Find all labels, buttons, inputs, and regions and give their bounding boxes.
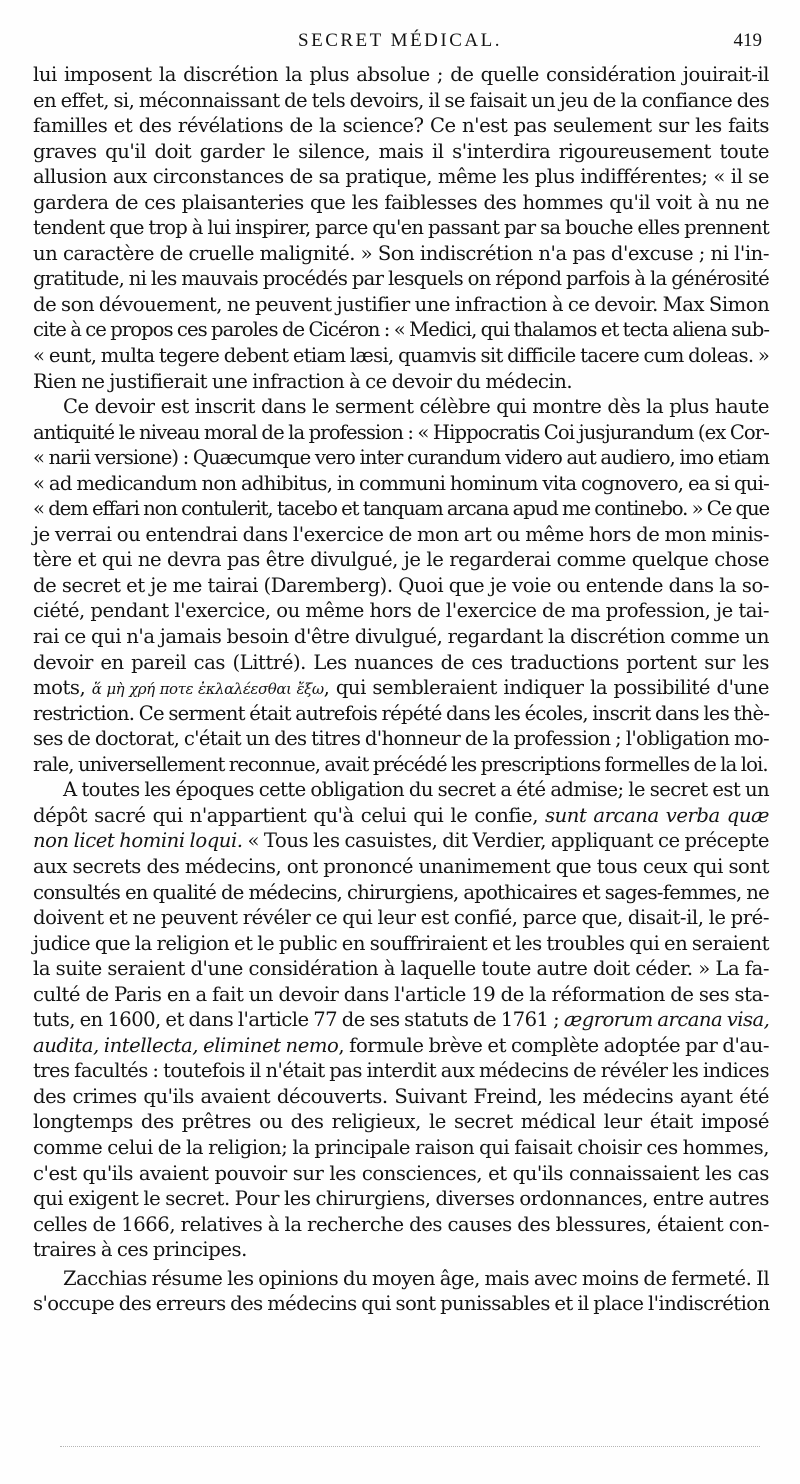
text-fragment: , formule brève et complète adoptée par d'au- [338, 1033, 770, 1057]
text-line: rai ce qui n'a jamais besoin d'être divulgué, regardant la discrétion comme un [33, 625, 769, 649]
text-line: comme celui de la religion; la principale raison qui faisait choisir ces hommes, [33, 1135, 769, 1159]
text-line: « eunt, multa tegere debent etiam læsi, quamvis sit difficile tacere cum doleas. » [33, 344, 770, 368]
text-line: lui imposent la discrétion la plus absolue ; de quelle considération jouirait-il [33, 63, 769, 86]
text-fragment: mots, [33, 676, 86, 700]
text-line-latin [33, 1033, 769, 1059]
text-line: de son dévouement, ne peuvent justifier une infraction à ce devoir. Max Simon [33, 292, 770, 316]
text-fragment: « Tous les casuistes, dit Verdier, appliquant ce précepte [247, 829, 770, 853]
footer-rule [60, 1446, 760, 1447]
text-line: Zacchias résume les opinions du moyen âge, mais avec moins de fermeté. Il [63, 1266, 770, 1290]
text-line: gardera de ces plaisanteries que les faiblesses des hommes qu'il voit à nu ne [33, 190, 769, 214]
text-line: cite à ce propos ces paroles de Cicéron : « Medici, qui thalamos et tecta aliena sub- [33, 318, 769, 342]
text-line: devoir en pareil cas (Littré). Les nuances de ces traductions portent sur les [33, 650, 769, 674]
text-line: ciété, pendant l'exercice, ou même hors de l'exercice de ma profession, je tai- [33, 599, 769, 623]
text-line: je verrai ou entendrai dans l'exercice de mon art ou même hors de mon minis- [33, 522, 769, 546]
text-line: de secret et je me tairai (Daremberg). Quoi que je voie ou entende dans la so- [33, 573, 769, 597]
latin-quote: ægrorum arcana visa, [563, 1008, 770, 1032]
text-line-greek [33, 675, 769, 701]
text-line: « ad medicandum non adhibitus, in communi hominum vita cognovero, ea si qui- [33, 471, 769, 495]
text-line: gratitude, ni les mauvais procédés par lesquels on répond parfois à la générosité [33, 267, 769, 291]
text-line: A toutes les époques cette obligation du secret a été admise; le secret est un [63, 778, 769, 802]
text-line: celles de 1666, relatives à la recherche des causes des blessures, étaient con- [33, 1212, 769, 1236]
text-line: doivent et ne peuvent révéler ce qui leur est confié, parce que, disait-il, le pré- [33, 906, 769, 930]
running-head [30, 30, 770, 54]
text-line: culté de Paris en a fait un devoir dans l'article 19 de la réformation de ses sta- [33, 982, 769, 1006]
text-line: antiquité le niveau moral de la profession : « Hippocratis Coi jusjurandum (ex Cor- [33, 420, 769, 444]
text-fragment: dépôt sacré qui n'appartient qu'à celui qui le confie, [33, 803, 538, 827]
text-line: graves qu'il doit garder le silence, mais il s'interdira rigoureusement toute [33, 139, 769, 163]
text-line: rale, universellement reconnue, avait précédé les prescriptions formelles de la loi. [33, 752, 768, 776]
text-line: tres facultés : toutefois il n'était pas interdit aux médecins de révéler les indices [33, 1059, 769, 1083]
page-number: 419 [733, 30, 762, 51]
text-line: consultés en qualité de médecins, chirurgiens, apothicaires et sages-femmes, ne [33, 880, 769, 904]
text-line: aux secrets des médecins, ont prononcé unanimement que tous ceux qui sont [33, 854, 769, 878]
running-title: SECRET MÉDICAL. [298, 30, 502, 51]
body-text [33, 62, 769, 1317]
text-line: qui exigent le secret. Pour les chirurgiens, diverses ordonnances, entre autres [33, 1187, 769, 1211]
text-line: judice que la religion et le public en souffriraient et les troubles qui en seraient [33, 931, 769, 955]
text-line: « dem effari non contulerit, tacebo et tanquam arcana apud me continebo. » Ce que [33, 497, 769, 521]
text-line: tendent que trop à lui inspirer, parce qu'en passant par sa bouche elles prennent [33, 216, 769, 240]
latin-quote: non licet homini loqui. [33, 829, 243, 853]
text-line: allusion aux circonstances de sa pratique, même les plus indifférentes; « il se [33, 165, 769, 189]
text-line-latin [33, 1007, 769, 1033]
text-line: un caractère de cruelle malignité. » Son indiscrétion n'a pas d'excuse ; ni l'in- [33, 241, 769, 265]
text-line: familles et des révélations de la science? Ce n'est pas seulement sur les faits [33, 114, 769, 138]
text-fragment: , qui sembleraient indiquer la possibilité d'une [323, 676, 769, 700]
text-line: ses de doctorat, c'était un des titres d'honneur de la profession ; l'obligation mo- [33, 727, 769, 751]
text-line: Rien ne justifierait une infraction à ce devoir du médecin. [33, 369, 573, 393]
text-fragment: tuts, en 1600, et dans l'article 77 de ses statuts de 1761 ; [33, 1008, 560, 1032]
latin-quote: sunt arcana verba quæ [545, 803, 769, 827]
latin-quote: audita, intellecta, eliminet nemo [33, 1033, 339, 1057]
text-line: des crimes qu'ils avaient découverts. Suivant Freind, les médecins ayant été [33, 1084, 769, 1108]
text-line: Ce devoir est inscrit dans le serment célèbre qui montre dès la plus haute [63, 395, 769, 419]
text-line: la suite seraient d'une considération à laquelle toute autre doit céder. » La fa- [33, 957, 769, 981]
text-line: « narii versione) : Quæcumque vero inter curandum videro aut audiero, imo etiam [33, 446, 769, 470]
text-line: restriction. Ce serment était autrefois répété dans les écoles, inscrit dans les thè- [33, 701, 770, 725]
greek-quote: ἅ μὴ χρή ποτε ἐκλαλέεσθαι ἔξω [91, 680, 324, 699]
text-line: longtemps des prêtres ou des religieux, le secret médical leur était imposé [33, 1110, 769, 1134]
text-line: tère et qui ne devra pas être divulgué, je le regarderai comme quelque chose [33, 548, 769, 572]
text-line: s'occupe des erreurs des médecins qui sont punissables et il place l'indiscrétion [33, 1292, 770, 1316]
text-line: c'est qu'ils avaient pouvoir sur les consciences, et qu'ils connaissaient les cas [33, 1161, 769, 1185]
text-line: traires à ces principes. [33, 1238, 247, 1262]
text-line-latin [33, 803, 769, 829]
text-line: en effet, si, méconnaissant de tels devoirs, il se faisait un jeu de la confiance des [33, 88, 770, 112]
text-line-latin [33, 828, 769, 854]
